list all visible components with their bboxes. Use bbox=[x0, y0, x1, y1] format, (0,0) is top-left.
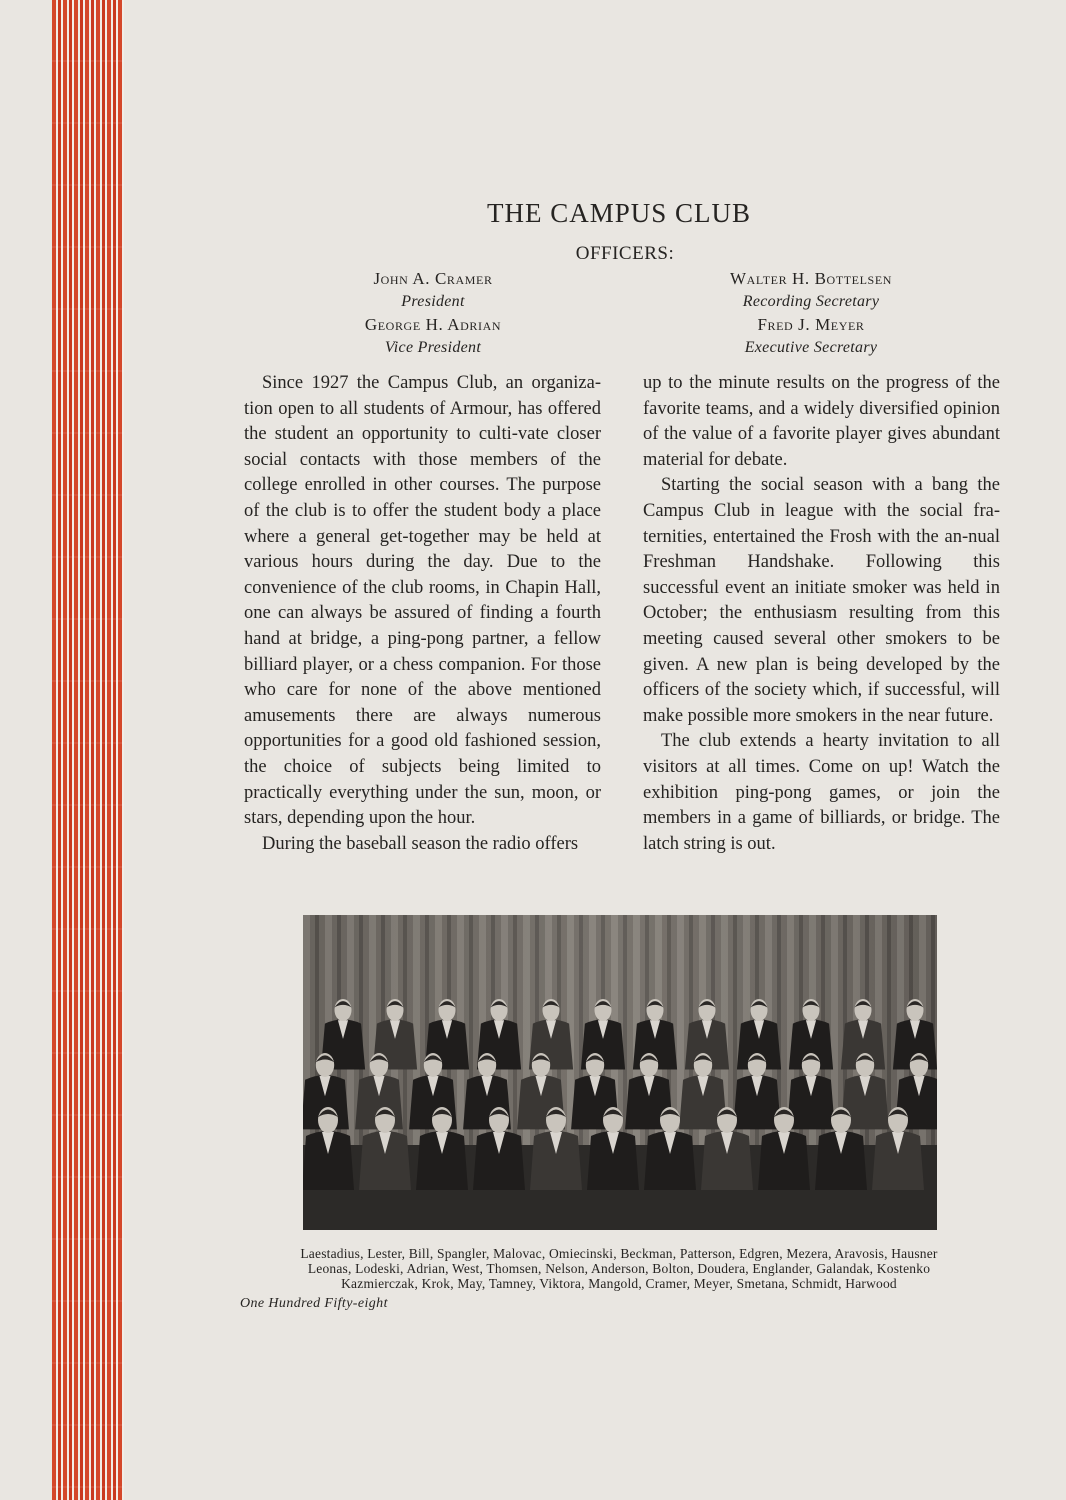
body-column-right bbox=[643, 371, 1000, 857]
body-paragraph: Starting the social season with a bang the Campus Club in league with the social fra-ternities, entertained the Frosh with the an-nual Freshman Handshake. Following this successful event an initiate smoker was held in October; the enthusiasm resulting from this meeting caused several other smokers to be given. A new plan is being developed by the officers of the society which, if successful, will make possible more smokers in the near future. bbox=[643, 475, 1000, 726]
page-title: THE CAMPUS CLUB bbox=[486, 198, 752, 228]
officer-role: Recording Secretary bbox=[742, 293, 880, 310]
body-paragraph: The club extends a hearty invitation to all visitors at all times. Come on up! Watch the exhibition ping-pong games, or join the members in a game of billiards, or bridge. The latch string is out. bbox=[643, 731, 1000, 854]
caption-line: Kazmierczak, Krok, May, Tamney, Viktora, Mangold, Cramer, Meyer, Smetana, Schmidt, Harwood bbox=[341, 1276, 897, 1291]
caption-line: Leonas, Lodeski, Adrian, West, Thomsen, Nelson, Anderson, Bolton, Doudera, Englander, Galandak, Kostenko bbox=[307, 1261, 931, 1276]
body-paragraph: Since 1927 the Campus Club, an organiza-tion open to all students of Armour, has offered the student an opportunity to culti-vate closer social contacts with those members of the college enrolled in other courses. The purpose of the club is to offer the student body a place where a general get-together may be held at various hours during the day. Due to the convenience of the club rooms, in Chapin Hall, one can always be assured of finding a fourth hand at bridge, a ping-pong partner, a fellow billiard player, or a chess companion. For those who care for none of the above mentioned amusements there are always numerous opportunities for a good old fashioned session, the choice of subjects being limited to practically everything under the sun, moon, or stars, depending upon the hour. bbox=[244, 373, 601, 829]
officers-heading: OFFICERS: bbox=[575, 243, 675, 264]
officer-name: John A. Cramer bbox=[373, 269, 493, 288]
officer-name: George H. Adrian bbox=[364, 315, 502, 334]
officer-role: Executive Secretary bbox=[744, 339, 878, 356]
group-photo bbox=[303, 915, 937, 1230]
officer-president bbox=[268, 268, 598, 314]
caption-line: Laestadius, Lester, Bill, Spangler, Malovac, Omiecinski, Beckman, Patterson, Edgren, Mezera, Aravosis, Hausner bbox=[300, 1246, 938, 1261]
officer-role: Vice President bbox=[384, 339, 482, 356]
body-paragraph: During the baseball season the radio offers bbox=[262, 833, 579, 854]
officer-name: Fred J. Meyer bbox=[757, 315, 865, 334]
body-column-left bbox=[244, 371, 601, 857]
page-number: One Hundred Fifty-eight bbox=[240, 1296, 388, 1311]
photo-caption bbox=[0, 1246, 1066, 1291]
officer-vice-president bbox=[268, 314, 598, 360]
body-paragraph: up to the minute results on the progress of the favorite teams, and a widely diversified opinion of the value of a favorite player gives abundant material for debate. bbox=[643, 373, 1000, 470]
officer-role: President bbox=[401, 293, 465, 310]
officer-executive-secretary bbox=[646, 314, 976, 360]
officer-name: Walter H. Bottelsen bbox=[729, 269, 893, 288]
group-photo-drawing bbox=[303, 915, 937, 1230]
officer-recording-secretary bbox=[646, 268, 976, 314]
